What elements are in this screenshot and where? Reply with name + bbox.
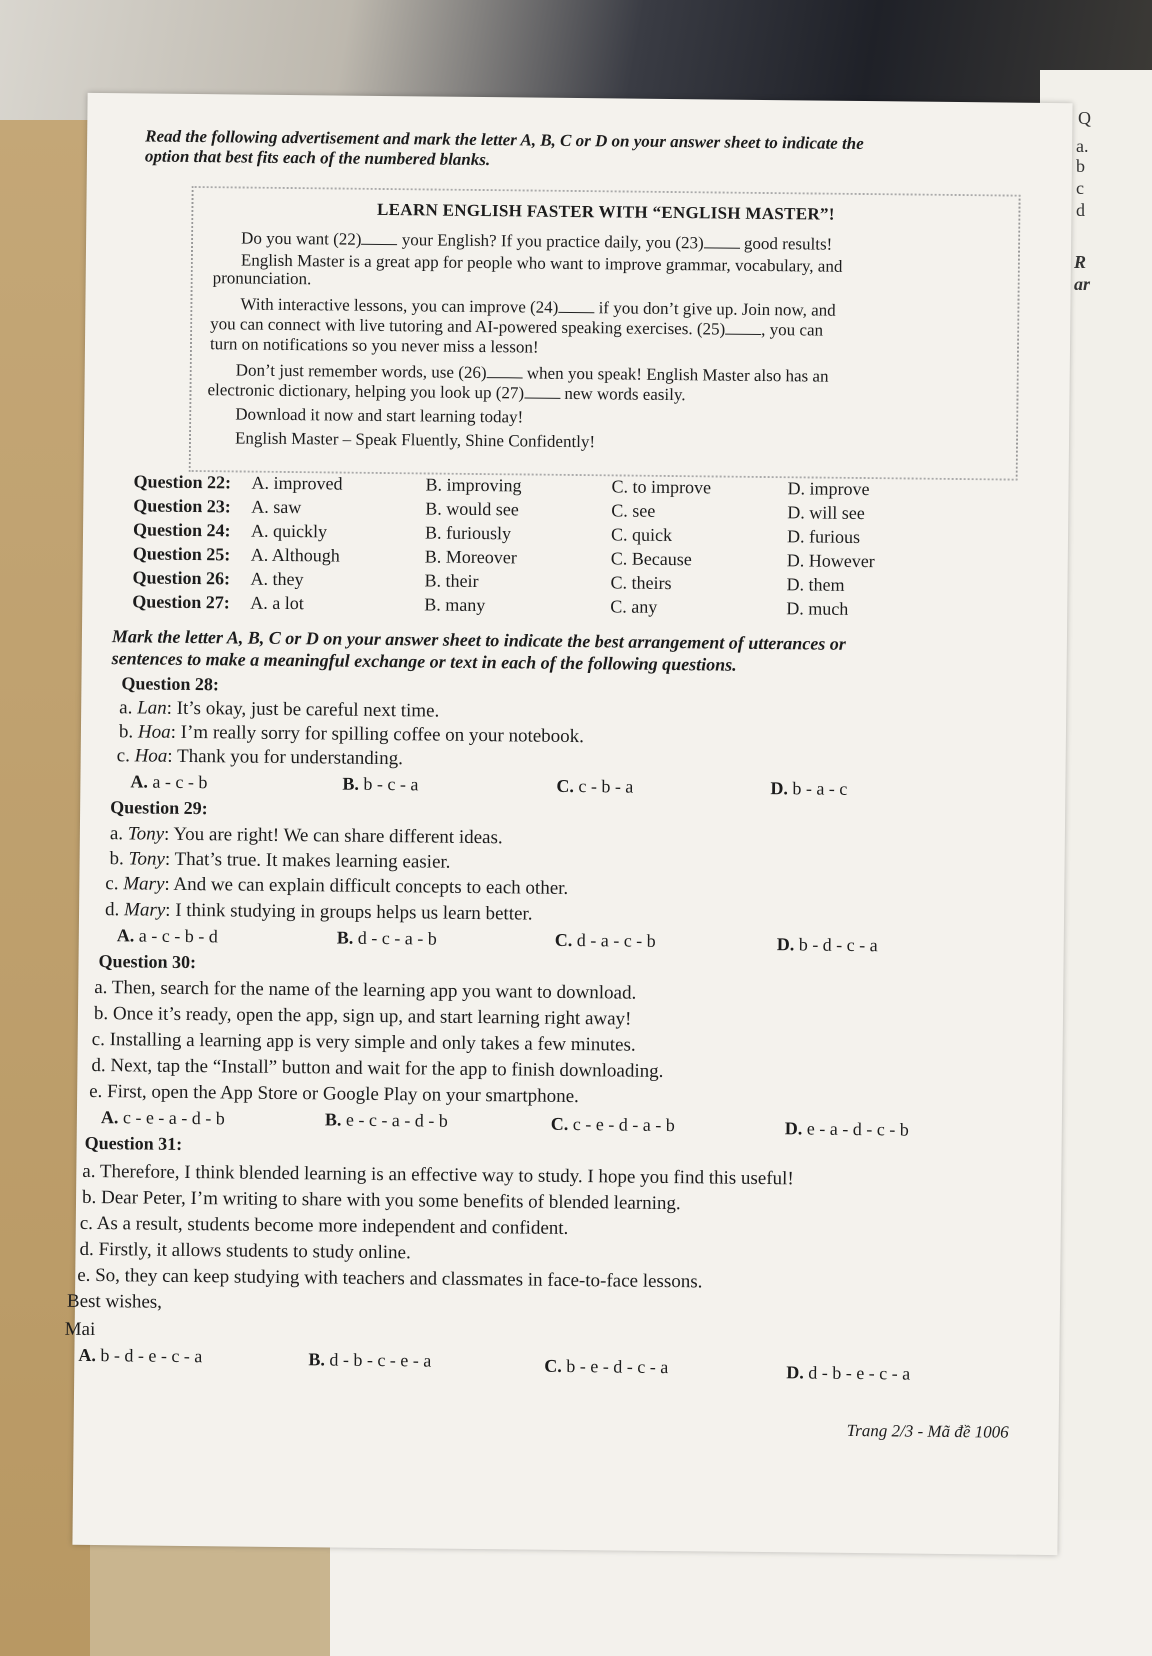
q29-option-b-text: d - c - a - b (353, 927, 437, 949)
q30-line-b: b. Once it’s ready, open the app, sign up, and start learning right away! (93, 1003, 632, 1030)
ad-p4-l1b: when you speak! English Master also has an (522, 363, 829, 386)
q29-option-a-text: a - c - b - d (134, 925, 218, 947)
ad-paragraph-2-line2: pronunciation. (212, 268, 312, 289)
q28-c-text: : Thank you for understanding. (167, 745, 403, 770)
q29-b-text: : That’s true. It makes learning easier. (164, 848, 451, 873)
q27-option-a[interactable]: A. a lot (250, 592, 304, 614)
q29-c-text: : And we can explain difficult concepts to each other. (164, 873, 569, 899)
q28-option-a-letter: A. (130, 771, 149, 792)
q28-option-b[interactable] (342, 774, 418, 796)
q22-option-a[interactable]: A. improved (251, 472, 343, 494)
q29-c-speaker: Mary (123, 873, 165, 895)
question-30-label: Question 30: (98, 951, 197, 973)
ad-paragraph-4-line2 (207, 380, 685, 405)
question-27-label: Question 27: (132, 591, 230, 613)
ad-title: LEARN ENGLISH FASTER WITH “ENGLISH MASTER”! (376, 199, 835, 224)
q29-a-speaker: Tony (127, 823, 165, 845)
adjacent-b: b (1076, 156, 1085, 176)
instruction-2-line2: sentences to make a meaningful exchange or text in each of the following questions. (111, 648, 737, 675)
exam-page (64, 93, 1072, 1555)
instruction-1-line2: option that best fits each of the numbered blanks. (144, 146, 491, 170)
q29-line-c (105, 873, 568, 900)
q29-d-text: : I think studying in groups helps us learn better. (165, 899, 533, 925)
q29-c-prefix: c. (105, 873, 124, 895)
q26-option-c[interactable]: C. theirs (610, 572, 672, 594)
ad-p3-l2a: you can connect with live tutoring and AI-powered speaking exercises. (25) (210, 314, 726, 339)
ad-p1-c: good results! (739, 233, 833, 254)
q29-line-b (109, 848, 450, 874)
q27-option-d[interactable]: D. much (786, 598, 849, 619)
q30-option-a[interactable] (101, 1107, 225, 1129)
q28-b-prefix: b. (118, 721, 139, 743)
q31-option-d-letter: D. (786, 1362, 804, 1383)
q30-line-d: d. Next, tap the “Install” button and wait for the app to finish downloading. (91, 1054, 664, 1082)
q29-option-d-text: b - d - c - a (794, 934, 878, 956)
q31-signature: Mai (64, 1318, 96, 1341)
q25-option-d[interactable]: D. However (786, 550, 875, 572)
q30-option-d[interactable] (785, 1118, 909, 1140)
blank-25 (725, 320, 761, 335)
ad-p3-l1b: if you don’t give up. Join now, and (594, 298, 836, 320)
q31-option-c-text: b - e - d - c - a (561, 1355, 669, 1378)
q30-option-b[interactable] (325, 1109, 448, 1131)
q29-a-text: : You are right! We can share different ideas. (163, 823, 503, 849)
q28-option-b-letter: B. (342, 773, 360, 794)
q28-b-text: : I’m really sorry for spilling coffee on your notebook. (170, 721, 585, 748)
blank-23 (704, 233, 740, 248)
page-footer: Trang 2/3 - Mã đề 1006 (846, 1420, 1009, 1442)
q25-option-a[interactable]: A. Although (250, 544, 340, 566)
q28-option-b-text: b - c - a (358, 773, 419, 795)
q30-line-e: e. First, open the App Store or Google Play on your smartphone. (89, 1080, 579, 1108)
q31-option-d[interactable] (786, 1362, 910, 1384)
adjacent-ar: ar (1074, 274, 1091, 294)
q27-option-c[interactable]: C. any (610, 596, 658, 617)
q29-option-c[interactable] (555, 930, 656, 952)
q31-closing: Best wishes, (66, 1290, 163, 1313)
q28-option-d[interactable] (770, 778, 847, 800)
instruction-1-line1: Read the following advertisement and mark the letter A, B, C or D on your answer sheet to indicate the (145, 126, 864, 154)
q28-c-prefix: c. (116, 745, 135, 767)
q30-line-a: a. Then, search for the name of the learning app you want to download. (94, 977, 637, 1004)
q28-b-speaker: Hoa (137, 721, 171, 743)
instruction-2-line1: Mark the letter A, B, C or D on your answer sheet to indicate the best arrangement of utterances or (111, 626, 846, 654)
q23-option-a[interactable]: A. saw (251, 496, 302, 518)
blank-26 (487, 363, 523, 378)
ad-p4-l2b: new words easily. (560, 383, 686, 405)
adjacent-d: d (1076, 200, 1085, 220)
q29-line-d (105, 899, 533, 925)
ad-p1-a: Do you want (22) (241, 228, 362, 249)
q24-option-b[interactable]: B. furiously (424, 522, 512, 544)
q29-d-prefix: d. (104, 899, 125, 921)
q31-option-b-letter: B. (308, 1349, 325, 1370)
q31-option-a[interactable] (78, 1345, 202, 1367)
q31-option-a-text: b - d - e - c - a (95, 1345, 203, 1367)
ad-p4-l2a: electronic dictionary, helping you look up (27) (207, 380, 525, 403)
q26-option-b[interactable]: B. their (424, 570, 479, 592)
question-29-label: Question 29: (110, 797, 208, 819)
q31-line-e: e. So, they can keep studying with teachers and classmates in face-to-face lessons. (77, 1264, 703, 1293)
q28-option-c-text: c - b - a (573, 776, 634, 797)
ad-paragraph-6: English Master – Speak Fluently, Shine Confidently! (234, 428, 596, 452)
adjacent-r: R (1074, 252, 1087, 272)
q28-option-a-text: a - c - b (147, 771, 208, 793)
q29-option-a-letter: A. (116, 925, 135, 946)
q31-line-c: c. As a result, students become more independent and confident. (79, 1212, 569, 1239)
q26-option-a[interactable]: A. they (250, 568, 304, 590)
adjacent-c: c (1076, 178, 1084, 198)
q28-a-speaker: Lan (137, 697, 167, 719)
q28-c-speaker: Hoa (134, 745, 168, 767)
q30-option-c-letter: C. (550, 1113, 569, 1134)
q31-option-c-letter: C. (544, 1355, 562, 1376)
q28-option-c-letter: C. (556, 775, 575, 797)
q28-option-d-letter: D. (770, 778, 788, 799)
q25-option-c[interactable]: C. Because (610, 548, 692, 570)
q30-option-a-letter: A. (100, 1107, 119, 1128)
q29-a-prefix: a. (109, 823, 128, 845)
q29-option-b[interactable] (337, 928, 437, 950)
q29-b-prefix: b. (109, 848, 129, 870)
q28-a-prefix: a. (119, 697, 138, 719)
q30-option-b-letter: B. (324, 1109, 342, 1130)
question-23-label: Question 23: (133, 495, 231, 517)
q28-option-d-text: b - a - c (787, 778, 848, 799)
adjacent-a: a. (1076, 136, 1089, 156)
q22-option-d[interactable]: D. improve (787, 478, 870, 500)
q29-option-c-letter: C. (554, 929, 573, 951)
ad-p4-l1a: Don’t just remember words, use (26) (235, 360, 487, 383)
q29-option-c-text: d - a - c - b (572, 930, 656, 951)
question-22-label: Question 22: (133, 471, 232, 493)
question-26-label: Question 26: (132, 567, 231, 589)
q23-option-b[interactable]: B. would see (425, 498, 519, 520)
advertisement-box (189, 186, 1021, 481)
adjacent-q: Q (1078, 108, 1091, 128)
q31-line-a: a. Therefore, I think blended learning is an effective way to study. I hope you find this useful! (82, 1160, 794, 1190)
q29-d-speaker: Mary (123, 899, 166, 921)
q23-option-c[interactable]: C. see (611, 500, 656, 521)
q28-option-a[interactable] (130, 771, 207, 793)
q31-option-a-letter: A. (78, 1344, 97, 1366)
q31-option-c[interactable] (544, 1356, 668, 1378)
q28-line-a (119, 697, 439, 722)
ad-p3-l1a: With interactive lessons, you can improve (24) (240, 294, 559, 317)
ad-paragraph-5: Download it now and start learning today! (235, 404, 524, 427)
q25-option-b[interactable]: B. Moreover (424, 546, 517, 568)
question-31-label: Question 31: (84, 1132, 183, 1154)
ad-p1-b: your English? If you practice daily, you (23) (397, 230, 704, 253)
q30-option-c[interactable] (551, 1114, 675, 1136)
q24-option-a[interactable]: A. quickly (250, 520, 328, 542)
q30-line-c: c. Installing a learning app is very simple and only takes a few minutes. (91, 1028, 636, 1056)
ad-paragraph-2-line1: English Master is a great app for people who want to improve grammar, vocabulary, and (240, 250, 843, 276)
question-24-label: Question 24: (132, 519, 231, 541)
q24-option-d[interactable]: D. furious (786, 526, 861, 547)
q29-option-d[interactable] (777, 934, 878, 956)
question-25-label: Question 25: (132, 543, 231, 565)
q31-option-b-text: d - b - c - e - a (324, 1349, 432, 1371)
q30-option-b-text: e - c - a - d - b (341, 1109, 448, 1131)
q30-option-d-letter: D. (784, 1118, 803, 1139)
q28-option-c[interactable] (556, 776, 633, 798)
q31-line-d: d. Firstly, it allows students to study online. (79, 1238, 411, 1264)
q27-option-b[interactable]: B. many (424, 594, 486, 616)
blank-27 (524, 383, 560, 398)
q31-option-b[interactable] (308, 1349, 431, 1371)
q29-option-b-letter: B. (336, 927, 354, 948)
q23-option-d[interactable]: D. will see (787, 502, 865, 524)
q22-option-b[interactable]: B. improving (425, 474, 522, 496)
q26-option-d[interactable]: D. them (786, 574, 845, 595)
q30-option-a-text: c - e - a - d - b (118, 1107, 225, 1129)
q29-option-d-letter: D. (776, 934, 795, 955)
ad-p3-l2b: , you can (761, 319, 824, 340)
blank-22 (361, 230, 397, 245)
q24-option-c[interactable]: C. quick (610, 524, 673, 546)
q30-option-d-text: e - a - d - c - b (802, 1118, 909, 1140)
q30-option-c-text: c - e - d - a - b (568, 1113, 675, 1136)
q28-line-b (119, 721, 584, 748)
ad-paragraph-3-line3: turn on notifications so you never miss a lesson! (209, 334, 539, 357)
q29-option-a[interactable] (117, 925, 218, 947)
blank-24 (558, 298, 594, 313)
question-28-label: Question 28: (121, 673, 220, 695)
q29-b-speaker: Tony (128, 848, 165, 870)
q22-option-c[interactable]: C. to improve (611, 476, 712, 498)
q29-line-a (110, 823, 503, 849)
q31-line-b: b. Dear Peter, I’m writing to share with you some benefits of blended learning. (81, 1186, 681, 1215)
q28-a-text: : It’s okay, just be careful next time. (166, 697, 440, 722)
q31-option-d-text: d - b - e - c - a (803, 1362, 911, 1384)
q28-line-c (117, 745, 403, 770)
